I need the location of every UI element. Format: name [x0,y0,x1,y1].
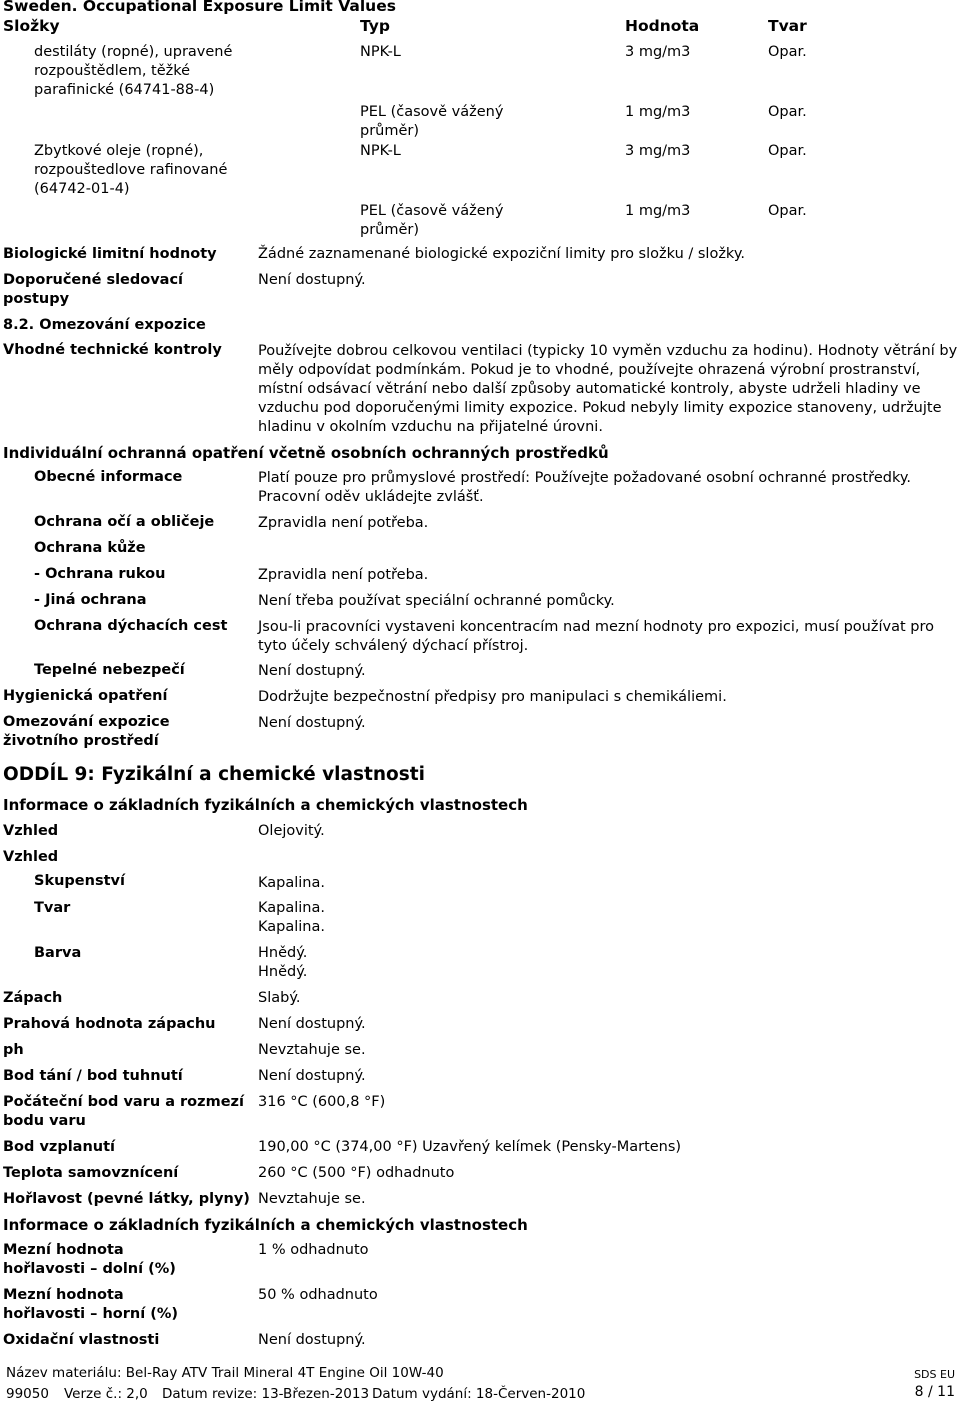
footer-version: Verze č.: 2,0 [64,1386,148,1402]
thermal-hazard-value: Není dostupný. [258,663,366,679]
lower-flammability-value: 1 % odhadnuto [258,1242,369,1258]
general-info-value: Platí pouze pro průmyslové prostředí: Používejte požadované osobní ochranné prostředky. Pracovní oděv ukládejte zvlášť. [258,470,911,505]
limit-value: 3 mg/m3 [625,143,691,159]
flash-point-label: Bod vzplanutí [3,1139,116,1155]
appearance-value: Olejovitý. [258,823,325,839]
melting-point-label: Bod tání / bod tuhnutí [3,1068,183,1084]
monitoring-label: postupy [3,291,70,307]
form-value: Kapalina. [258,900,325,916]
eye-protection-label: Ochrana očí a obličeje [34,514,215,530]
upper-flammability-label: hořlavosti – horní (%) [3,1306,179,1322]
lower-flammability-label: Mezní hodnota [3,1242,124,1258]
hand-protection-label: - Ochrana rukou [34,566,166,582]
upper-flammability-label: Mezní hodnota [3,1287,124,1303]
color-value: Hnědý. [258,964,308,980]
component-name-line: Zbytkové oleje (ropné), [34,143,204,159]
other-protection-label: - Jiná ochrana [34,592,147,608]
env-exposure-value: Není dostupný. [258,715,366,731]
other-protection-value: Není třeba používat speciální ochranné pomůcky. [258,593,615,609]
lower-flammability-label: hořlavosti – dolní (%) [3,1261,176,1277]
env-exposure-label: Omezování expozice [3,714,170,730]
col-header-typ: Typ [360,17,390,35]
monitoring-label: Doporučené sledovací [3,272,184,288]
monitoring-value: Není dostupný. [258,272,366,288]
flash-point-value: 190,00 °C (374,00 °F) Uzavřený kelímek (Pensky-Martens) [258,1139,682,1155]
col-header-hodnota: Hodnota [625,17,700,35]
component-name-line: rozpouštedlove rafinované [34,162,228,178]
general-info-label: Obecné informace [34,469,183,485]
footer-material-name: Název materiálu: Bel-Ray ATV Trail Mineral 4T Engine Oil 10W-40 [6,1365,444,1381]
odor-value: Slabý. [258,990,301,1006]
ph-label: ph [3,1042,24,1058]
color-label: Barva [34,945,82,961]
odor-label: Zápach [3,990,63,1006]
bio-limits-label: Biologické limitní hodnoty [3,246,217,262]
hygiene-value: Dodržujte bezpečnostní předpisy pro manipulaci s chemikáliemi. [258,689,727,705]
limit-type: NPK-L [360,44,401,60]
limit-value: 3 mg/m3 [625,44,691,60]
upper-flammability-value: 50 % odhadnuto [258,1287,378,1303]
hand-protection-value: Zpravidla není potřeba. [258,567,429,583]
physical-state-value: Kapalina. [258,875,325,891]
odor-threshold-value: Není dostupný. [258,1016,366,1032]
engineering-controls-value: Používejte dobrou celkovou ventilaci (typicky 10 vyměn vzduchu za hodinu). Hodnoty větrání by měly odpovídat podmínkám. Pokud je to vhodné, používejte ohrazená výrobní prostranství, místní odsávací větrání nebo další způsoby automatické kontroly, abyste udrželi hladiny ve vzduchu pod doporučenými limity expozice. Pokud nebyly limity expozice stanoveny, udržujte hladinu v okolním vzduchu na přijatelné úrovni. [258,343,958,435]
limit-type: průměr) [360,123,420,139]
thermal-hazard-label: Tepelné nebezpečí [34,662,185,678]
limit-form: Opar. [768,203,807,219]
ph-value: Nevztahuje se. [258,1042,366,1058]
limit-type: průměr) [360,222,420,238]
limit-value: 1 mg/m3 [625,104,691,120]
component-name-line: rozpouštědlem, těžké [34,63,191,79]
color-value: Hnědý. [258,945,308,961]
form-label: Tvar [34,900,71,916]
footer-issue-date: Datum vydání: 18-Červen-2010 [372,1386,586,1402]
boiling-point-value: 316 °C (600,8 °F) [258,1094,386,1110]
flammability-label: Hořlavost (pevné látky, plyny) [3,1191,250,1207]
eye-protection-value: Zpravidla není potřeba. [258,515,429,531]
limit-type: NPK-L [360,143,401,159]
footer-sds-label: SDS EU [914,1368,955,1381]
col-header-tvar: Tvar [768,17,807,35]
limit-form: Opar. [768,44,807,60]
limit-type: PEL (časově vážený [360,104,504,120]
footer-page-number: 8 / 11 [914,1384,955,1400]
flammability-value: Nevztahuje se. [258,1191,366,1207]
limit-form: Opar. [768,104,807,120]
env-exposure-label: životního prostředí [3,733,159,749]
respiratory-protection-label: Ochrana dýchacích cest [34,618,228,634]
hygiene-label: Hygienická opatření [3,688,168,704]
oxidizing-label: Oxidační vlastnosti [3,1332,160,1348]
col-header-slozky: Složky [3,17,60,35]
odor-threshold-label: Prahová hodnota zápachu [3,1016,216,1032]
limit-form: Opar. [768,143,807,159]
autoignition-value: 260 °C (500 °F) odhadnuto [258,1165,455,1181]
component-name-line: destiláty (ropné), upravené [34,44,233,60]
limit-value: 1 mg/m3 [625,203,691,219]
physical-state-label: Skupenství [34,873,125,889]
boiling-point-label: Počáteční bod varu a rozmezí [3,1094,244,1110]
form-value: Kapalina. [258,919,325,935]
appearance-label: Vzhled [3,849,59,865]
autoignition-label: Teplota samovznícení [3,1165,179,1181]
boiling-point-label: bodu varu [3,1113,86,1129]
appearance-label: Vzhled [3,823,59,839]
bio-limits-value: Žádné zaznamenané biologické expoziční limity pro složku / složky. [258,246,745,262]
footer-revision-date: Datum revize: 13-Březen-2013 [162,1386,370,1402]
oel-heading: Sweden. Occupational Exposure Limit Values [3,0,396,15]
basic-properties-title: Informace o základních fyzikálních a chemických vlastnostech [3,1216,528,1234]
section-9-title: ODDÍL 9: Fyzikální a chemické vlastnosti [3,764,425,785]
component-name-line: (64742-01-4) [34,181,130,197]
limit-type: PEL (časově vážený [360,203,504,219]
skin-protection-label: Ochrana kůže [34,540,146,556]
basic-properties-title: Informace o základních fyzikálních a chemických vlastnostech [3,796,528,814]
section-8-2-title: 8.2. Omezování expozice [3,317,206,333]
component-name-line: parafinické (64741-88-4) [34,82,215,98]
oxidizing-value: Není dostupný. [258,1332,366,1348]
footer-product-code: 99050 [6,1386,49,1402]
engineering-controls-label: Vhodné technické kontroly [3,342,222,358]
melting-point-value: Není dostupný. [258,1068,366,1084]
ppe-title: Individuální ochranná opatření včetně osobních ochranných prostředků [3,444,609,462]
respiratory-protection-value: Jsou-li pracovníci vystaveni koncentracím nad mezní hodnoty pro expozici, musí používat pro tyto účely schválený dýchací přístroj. [258,619,934,654]
